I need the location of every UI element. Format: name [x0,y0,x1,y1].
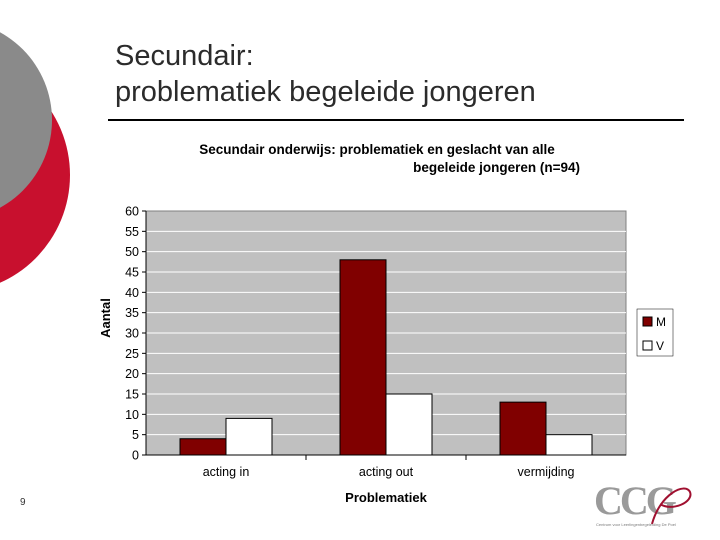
bar-m-vermijding [500,402,546,455]
y-axis-ticks [125,205,146,463]
bar-v-vermijding [546,435,592,455]
ccg-logo [590,474,700,530]
y-tick-label: 10 [125,407,139,422]
legend-swatch-v [643,341,652,350]
y-tick-label: 0 [132,448,139,463]
y-tick-label: 30 [125,326,139,341]
legend-box [637,309,673,356]
legend-label-v: V [656,339,665,353]
slide-title-line1: Secundair: [115,40,254,72]
y-tick-label: 45 [125,265,139,280]
y-tick-label: 25 [125,346,139,361]
slide-title-line2: problematiek begeleide jongeren [115,76,536,108]
bar-v-acting-in [226,418,272,455]
y-tick-label: 50 [125,245,139,260]
legend-swatch-m [643,317,652,326]
y-tick-label: 40 [125,285,139,300]
legend-label-m: M [656,315,666,329]
x-axis-label: Problematiek [345,490,427,505]
y-tick-label: 15 [125,387,139,402]
x-tick-label: vermijding [517,465,575,479]
page-number: 9 [20,497,26,508]
y-tick-label: 60 [125,204,139,219]
x-tick-label: acting in [202,465,250,479]
logo-fine-print: Centrum voor Leerlingenbegeleiding De Poel [596,522,676,527]
legend [637,309,673,356]
logo-text: CCG [594,478,674,523]
y-tick-label: 55 [125,224,139,239]
y-tick-label: 5 [132,428,139,443]
bar-m-acting-out [340,260,386,455]
x-tick-label: acting out [358,465,414,479]
chart-title-line1: Secundair onderwijs: problematiek en geslacht van alle [199,142,555,157]
y-axis-label: Aantal [98,298,113,338]
y-tick-label: 35 [125,306,139,321]
bar-m-acting-in [180,439,226,455]
x-axis-ticks [203,455,575,479]
bar-v-acting-out [386,394,432,455]
chart-title-line2: begeleide jongeren (n=94) [413,160,580,175]
y-tick-label: 20 [125,367,139,382]
